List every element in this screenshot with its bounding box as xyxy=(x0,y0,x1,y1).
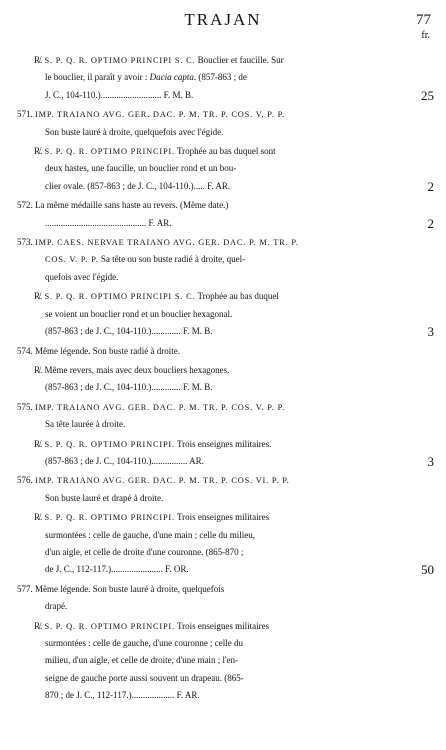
entry-line xyxy=(0,251,446,268)
catalogue-entry xyxy=(0,362,446,397)
legend-inscription: S. P. Q. R. OPTIMO PRINCIPI. xyxy=(44,621,175,631)
catalogue-entry xyxy=(0,509,446,579)
entry-line xyxy=(0,652,446,669)
entry-line xyxy=(0,399,446,416)
entry-text: 574. Même légende. Son buste radié à droite. xyxy=(17,345,180,356)
entry-text: 870 ; de J. C., 112-117.)................... F. AR. xyxy=(45,690,200,701)
entry-line xyxy=(0,87,446,104)
entry-text: . (857-863 ; de xyxy=(193,72,247,83)
entry-text: Trophée au bas duquel sont xyxy=(174,146,276,157)
entry-text: Son buste lauré à droite, quelquefois avec l'égide. xyxy=(45,126,224,137)
entry-text: Son buste lauré et drapé à droite. xyxy=(45,492,164,503)
price-value: 50 xyxy=(421,562,434,578)
page-number: 77 xyxy=(416,12,431,28)
entry-line xyxy=(0,52,446,69)
entry-line xyxy=(0,288,446,305)
entry-text: surmontées : celle de gauche, d'une couronne ; celle du xyxy=(45,638,244,648)
catalogue-entry xyxy=(0,52,446,104)
entry-text: seigne de gauche porte aussi souvent un drapeau. (865- xyxy=(45,672,244,683)
entry-line xyxy=(0,436,446,453)
entry-line xyxy=(0,670,446,687)
entry-line xyxy=(0,416,446,433)
entry-text: R̸. xyxy=(34,620,45,631)
entry-text: 571. xyxy=(17,109,35,120)
entry-line xyxy=(0,490,446,507)
legend-inscription: S. P. Q. R. OPTIMO PRINCIPI. xyxy=(44,147,175,157)
legend-inscription: S. P. Q. R. OPTIMO PRINCIPI S. C. xyxy=(44,56,196,65)
entry-text: R̸. xyxy=(34,438,45,449)
legend-inscription: S. P. Q. R. OPTIMO PRINCIPI S. C. xyxy=(44,292,196,302)
catalogue-entry xyxy=(0,343,446,360)
legend-inscription: S. P. Q. R. OPTIMO PRINCIPI. xyxy=(44,513,175,523)
entry-text: (857-863 ; de J. C., 104-110.)............. F. M. B. xyxy=(45,382,213,393)
entry-text: Trophée au bas duquel xyxy=(195,291,279,302)
catalogue-entries xyxy=(0,52,446,707)
entry-line xyxy=(0,379,446,396)
entry-text: d'un aigle, et celle de droite d'une couronne. (865-870 ; xyxy=(45,546,244,557)
entry-line xyxy=(0,323,446,340)
catalogue-entry xyxy=(0,399,446,434)
entry-line xyxy=(0,561,446,578)
entry-line xyxy=(0,618,446,635)
entry-line xyxy=(0,509,446,526)
entry-text: Sa tête laurée à droite. xyxy=(45,419,126,430)
legend-inscription: S. P. Q. R. OPTIMO PRINCIPI. xyxy=(44,439,175,449)
entry-line xyxy=(0,234,446,251)
entry-line xyxy=(0,527,446,544)
price-value: 2 xyxy=(427,178,434,194)
entry-line xyxy=(0,453,446,470)
price-value: 2 xyxy=(427,215,434,231)
entry-line xyxy=(0,306,446,323)
entry-text: ............................................. F. AR. xyxy=(45,217,172,228)
entry-line xyxy=(0,160,446,177)
entry-line xyxy=(0,544,446,561)
entry-text: 577. Même légende. Son buste lauré à droite, quelquefois xyxy=(17,583,225,594)
catalogue-entry xyxy=(0,436,446,471)
catalogue-entry xyxy=(0,106,446,141)
legend-inscription: IMP. TRAIANO AVG. GER. DAC. P. M. TR. P. COS. VI. P. P. xyxy=(35,476,290,486)
price-value: 3 xyxy=(427,324,434,340)
entry-text: 572. La même médaille sans haste au revers. (Même date.) xyxy=(17,200,229,211)
entry-text: 575. xyxy=(17,401,35,412)
entry-line xyxy=(0,178,446,195)
price-value: 25 xyxy=(421,87,434,103)
entry-text: (857-863 ; de J. C., 104-110.)................ AR. xyxy=(45,455,204,466)
entry-text: drapé. xyxy=(45,601,68,612)
entry-text: Sa tête ou son buste radié à droite, quel- xyxy=(98,254,246,265)
running-title: TRAJAN xyxy=(184,10,262,29)
entry-text: Trois enseignes militaires xyxy=(174,512,270,523)
column-label: fr. xyxy=(421,30,430,41)
catalogue-entry xyxy=(0,581,446,616)
entry-line xyxy=(0,581,446,598)
catalogue-entry xyxy=(0,472,446,507)
entry-line xyxy=(0,124,446,141)
entry-text: quefois avec l'égide. xyxy=(45,271,119,282)
entry-text: R̸. Même revers, mais avec deux boucliers hexagones. xyxy=(34,364,230,375)
entry-text: R̸. xyxy=(34,55,45,65)
legend-inscription: COS. V. P. P. xyxy=(45,255,99,265)
catalogue-entry xyxy=(0,288,446,340)
entry-line xyxy=(0,687,446,704)
entry-text: surmontées : celle de gauche, d'une main ; celle du milieu, xyxy=(45,529,256,540)
legend-inscription: IMP. TRAIANO AVG. GER. DAC. P. M. TR. P. COS. V. P. P. xyxy=(35,110,285,120)
entry-line xyxy=(0,343,446,360)
catalogue-entry xyxy=(0,143,446,195)
entry-text: milieu, d'un aigle, et celle de droite, d'une main ; l'en- xyxy=(45,655,239,666)
entry-line xyxy=(0,197,446,214)
entry-text: Trois enseignes militaires xyxy=(174,620,270,631)
price-value: 3 xyxy=(427,453,434,469)
catalogue-entry xyxy=(0,234,446,286)
catalogue-entry xyxy=(0,197,446,232)
entry-line xyxy=(0,598,446,615)
entry-text: R̸. xyxy=(34,512,45,523)
entry-text: 573. xyxy=(17,237,35,248)
entry-text: 576. xyxy=(17,475,35,486)
entry-text: (857-863 ; de J. C., 104-110.)............. F. M. B. xyxy=(45,326,213,337)
entry-text: Trois enseignes militaires. xyxy=(174,438,272,449)
entry-text: se voient un bouclier rond et un bouclier hexagonal. xyxy=(45,308,233,319)
entry-line xyxy=(0,106,446,123)
legend-inscription: IMP. TRAIANO AVG. GER. DAC. P. M. TR. P. COS. V. P. P. xyxy=(35,402,285,412)
entry-text: deux hastes, une faucille, un bouclier rond et un bou- xyxy=(45,163,237,174)
entry-text: clier ovale. (857-863 ; de J. C., 104-110.)..... F. AR. xyxy=(45,180,231,191)
entry-text: Dacia capta xyxy=(149,72,194,83)
catalogue-entry xyxy=(0,618,446,705)
entry-line xyxy=(0,472,446,489)
entry-line xyxy=(0,215,446,232)
entry-text: le bouclier, il paraît y avoir : xyxy=(45,72,150,83)
legend-inscription: IMP. CAES. NERVAE TRAIANO AVG. GER. DAC. P. M. TR. P. xyxy=(35,238,299,248)
entry-text: R̸. xyxy=(34,146,45,157)
entry-line xyxy=(0,143,446,160)
entry-line xyxy=(0,69,446,86)
entry-text: de J. C., 112-117.)....................... F. OR. xyxy=(45,564,189,575)
entry-line xyxy=(0,362,446,379)
page-header xyxy=(0,8,446,48)
entry-line xyxy=(0,269,446,286)
entry-text: R̸. xyxy=(34,291,45,302)
entry-line xyxy=(0,635,446,652)
entry-text: Bouclier et faucille. Sur xyxy=(195,55,284,65)
entry-text: J. C., 104-110.)........................... F. M. B. xyxy=(45,89,194,100)
